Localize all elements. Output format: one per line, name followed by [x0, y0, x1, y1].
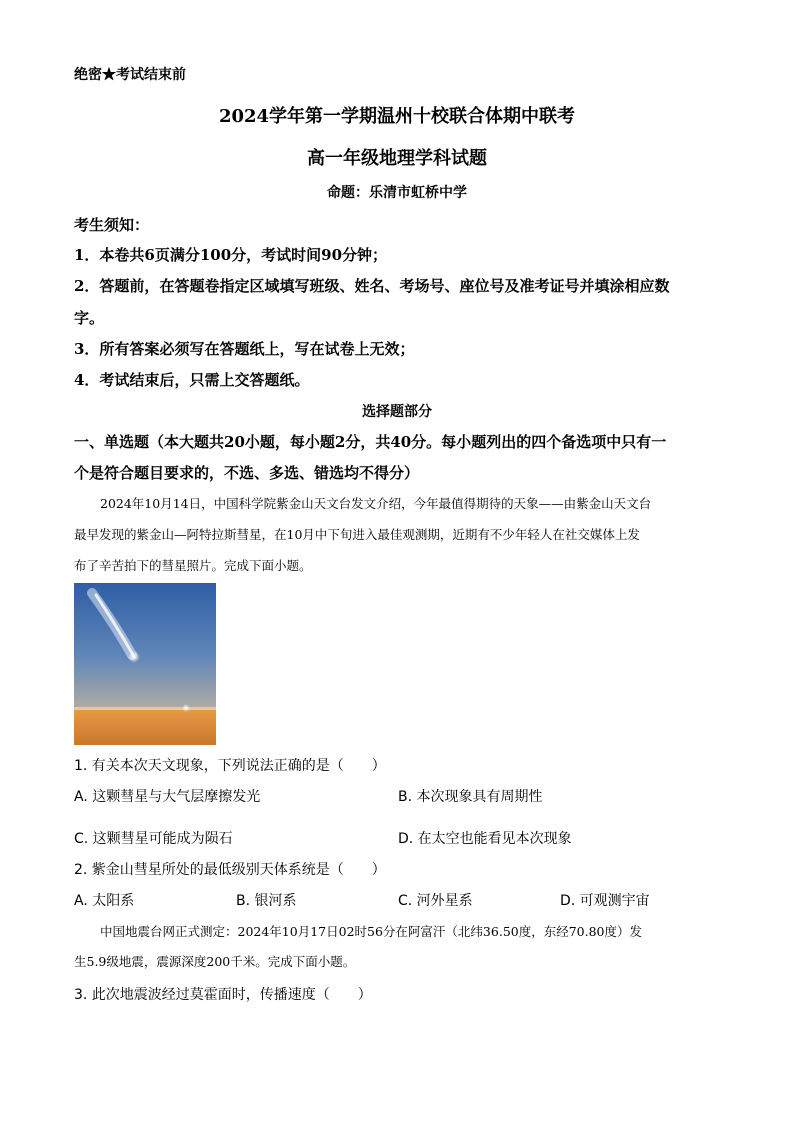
q2-stem: 2. 紫金山彗星所处的最低级别天体系统是（ ） — [74, 862, 386, 878]
notice-item-2-cont: 字。 — [74, 309, 105, 327]
notice-item-4: 4．考试结束后，只需上交答题纸。 — [74, 371, 310, 389]
exam-subtitle: 高一年级地理学科试题 — [307, 148, 487, 169]
q1-option-c[interactable]: C. 这颗彗星可能成为陨石 — [74, 831, 233, 847]
notice-item-3: 3．所有答案必须写在答题纸上，写在试卷上无效； — [74, 340, 415, 358]
q1-option-b[interactable]: B. 本次现象具有周期性 — [398, 789, 543, 805]
exam-author: 命题：乐清市虹桥中学 — [327, 185, 467, 201]
section-instruction-1: 一、单选题（本大题共20小题，每小题2分，共40分。每小题列出的四个备选项中只有一 — [74, 433, 667, 451]
passage2-line1: 中国地震台网正式测定：2024年10月17日02时56分在阿富汗（北纬36.50度，东经70.80度）发 — [100, 924, 643, 939]
q2-option-b[interactable]: B. 银河系 — [236, 893, 297, 909]
notice-item-2: 2．答题前，在答题卷指定区域填写班级、姓名、考场号、座位号及准考证号并填涂相应数 — [74, 277, 670, 295]
passage1-line3: 布了辛苦拍下的彗星照片。完成下面小题。 — [74, 558, 312, 573]
q3-stem: 3. 此次地震波经过莫霍面时，传播速度（ ） — [74, 987, 372, 1003]
passage1-line1: 2024年10月14日，中国科学院紫金山天文台发文介绍，今年最值得期待的天象——由紫金山天文台 — [100, 496, 652, 511]
q2-option-a[interactable]: A. 太阳系 — [74, 893, 135, 909]
q1-option-d[interactable]: D. 在太空也能看见本次现象 — [398, 831, 572, 847]
notice-item-1: 1．本卷共6页满分100分，考试时间90分钟； — [74, 246, 388, 264]
passage2-line2: 生5.9级地震，震源深度200千米。完成下面小题。 — [74, 954, 356, 969]
comet-photo — [74, 583, 216, 745]
confidential-label: 绝密★考试结束前 — [74, 67, 186, 83]
q2-option-c[interactable]: C. 河外星系 — [398, 893, 473, 909]
notice-heading: 考生须知： — [74, 216, 150, 234]
q1-stem: 1. 有关本次天文现象，下列说法正确的是（ ） — [74, 758, 386, 774]
passage1-line2: 最早发现的紫金山—阿特拉斯彗星，在10月中下旬进入最佳观测期，近期有不少年轻人在社交媒体上发 — [74, 527, 640, 542]
q1-option-a[interactable]: A. 这颗彗星与大气层摩擦发光 — [74, 789, 261, 805]
section-title: 选择题部分 — [362, 404, 432, 420]
section-instruction-2: 个是符合题目要求的，不选、多选、错选均不得分） — [74, 464, 420, 482]
q2-option-d[interactable]: D. 可观测宇宙 — [560, 893, 650, 909]
exam-title: 2024学年第一学期温州十校联合体期中联考 — [218, 106, 576, 127]
